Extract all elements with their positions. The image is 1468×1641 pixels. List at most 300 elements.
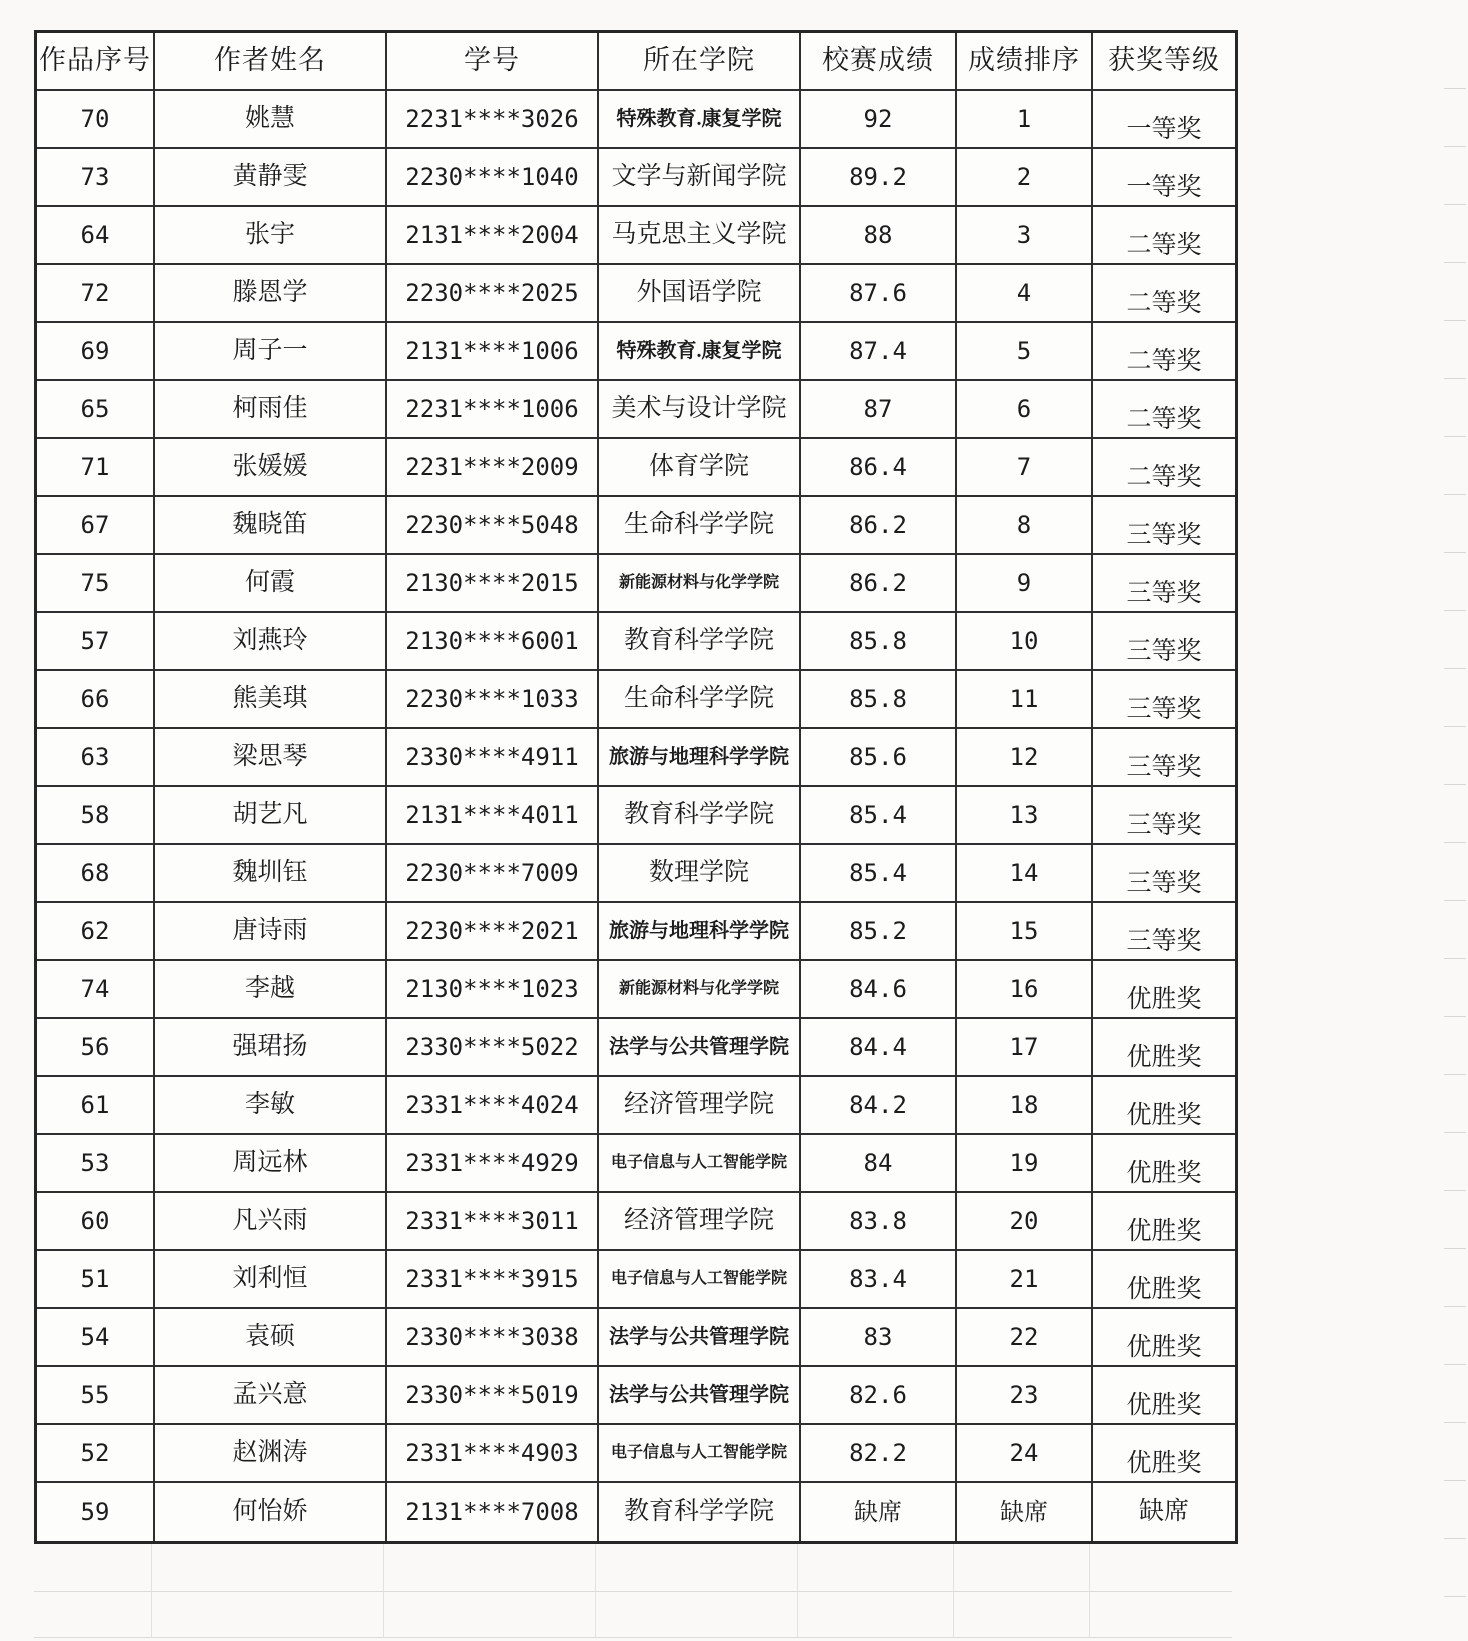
- rank-value: 21: [1009, 1264, 1039, 1293]
- score-value: 85.4: [849, 858, 907, 887]
- student-id-value: 2231****1006: [405, 394, 579, 423]
- author-name-cell[interactable]: [155, 555, 387, 613]
- college-cell[interactable]: [599, 207, 801, 265]
- author-name-value: 周远林: [232, 1149, 308, 1177]
- empty-grid-cell[interactable]: [34, 1544, 152, 1592]
- score-cell[interactable]: [801, 1367, 957, 1425]
- author-name-cell[interactable]: [155, 1425, 387, 1483]
- award-cell[interactable]: [1093, 613, 1235, 671]
- author-name-cell[interactable]: [155, 497, 387, 555]
- table-row: [37, 1193, 1235, 1251]
- rank-value: 8: [1016, 510, 1032, 539]
- work-no-cell[interactable]: [37, 149, 155, 207]
- work-no-value: 66: [80, 684, 110, 713]
- student-id-cell[interactable]: [387, 787, 599, 845]
- score-cell[interactable]: [801, 91, 957, 149]
- student-id-value: 2231****2009: [405, 452, 579, 481]
- table-row: [37, 1019, 1235, 1077]
- student-id-cell[interactable]: [387, 1425, 599, 1483]
- work-no-cell[interactable]: [37, 91, 155, 149]
- gridline-stub: [1444, 842, 1466, 843]
- score-value: 86.2: [849, 510, 907, 539]
- student-id-cell[interactable]: [387, 1483, 599, 1541]
- work-no-cell[interactable]: [37, 1193, 155, 1251]
- student-id-cell[interactable]: [387, 903, 599, 961]
- college-value: 教育科学学院: [623, 627, 774, 655]
- student-id-cell[interactable]: [387, 555, 599, 613]
- student-id-cell[interactable]: [387, 439, 599, 497]
- college-value: 经济管理学院: [623, 1091, 774, 1119]
- rank-value: 5: [1016, 336, 1032, 365]
- rank-cell[interactable]: [957, 729, 1093, 787]
- college-cell[interactable]: [599, 1309, 801, 1367]
- empty-grid-cell[interactable]: [954, 1544, 1090, 1592]
- empty-grid-cell[interactable]: [152, 1592, 384, 1638]
- score-value: 85.2: [849, 916, 907, 945]
- award-cell[interactable]: [1093, 381, 1235, 439]
- author-name-value: 张媛媛: [232, 453, 308, 481]
- author-name-cell[interactable]: [155, 1019, 387, 1077]
- student-id-cell[interactable]: [387, 1367, 599, 1425]
- author-name-value: 张宇: [244, 221, 295, 249]
- author-name-cell[interactable]: [155, 207, 387, 265]
- college-value: 美术与设计学院: [611, 395, 787, 423]
- score-value: 82.6: [849, 1380, 907, 1409]
- empty-grid-cell[interactable]: [384, 1544, 596, 1592]
- college-cell[interactable]: [599, 1425, 801, 1483]
- author-name-cell[interactable]: [155, 323, 387, 381]
- work-no-cell[interactable]: [37, 1483, 155, 1541]
- award-cell[interactable]: [1093, 497, 1235, 555]
- rank-cell[interactable]: [957, 903, 1093, 961]
- author-name-value: 柯雨佳: [232, 395, 308, 423]
- college-cell[interactable]: [599, 149, 801, 207]
- work-no-value: 60: [80, 1206, 110, 1235]
- student-id-cell[interactable]: [387, 1135, 599, 1193]
- award-cell[interactable]: [1093, 729, 1235, 787]
- rank-cell[interactable]: [957, 1193, 1093, 1251]
- student-id-cell[interactable]: [387, 1193, 599, 1251]
- student-id-cell[interactable]: [387, 1019, 599, 1077]
- college-value: 旅游与地理科学学院: [609, 920, 789, 942]
- work-no-value: 67: [80, 510, 110, 539]
- award-value: 三等奖: [1126, 927, 1202, 955]
- rank-cell[interactable]: [957, 91, 1093, 149]
- header-cell-student-id[interactable]: [387, 33, 599, 91]
- work-no-cell[interactable]: [37, 323, 155, 381]
- rank-value: 3: [1016, 220, 1032, 249]
- score-cell[interactable]: [801, 1251, 957, 1309]
- college-cell[interactable]: [599, 1251, 801, 1309]
- rank-value: 18: [1009, 1090, 1039, 1119]
- table-row: [37, 555, 1235, 613]
- score-value: 87: [863, 394, 893, 423]
- work-no-value: 70: [80, 104, 110, 133]
- score-cell[interactable]: [801, 671, 957, 729]
- score-cell[interactable]: [801, 439, 957, 497]
- work-no-value: 51: [80, 1264, 110, 1293]
- award-cell[interactable]: [1093, 1135, 1235, 1193]
- award-value: 一等奖: [1126, 115, 1202, 143]
- score-cell[interactable]: [801, 903, 957, 961]
- award-cell[interactable]: [1093, 1425, 1235, 1483]
- work-no-cell[interactable]: [37, 1077, 155, 1135]
- rank-cell[interactable]: [957, 1135, 1093, 1193]
- work-no-cell[interactable]: [37, 903, 155, 961]
- score-cell[interactable]: [801, 1193, 957, 1251]
- gridline-stub: [1444, 1306, 1466, 1307]
- student-id-value: 2331****3011: [405, 1206, 579, 1235]
- college-cell[interactable]: [599, 91, 801, 149]
- rank-cell[interactable]: [957, 1483, 1093, 1541]
- award-cell[interactable]: [1093, 323, 1235, 381]
- student-id-value: 2131****7008: [405, 1497, 579, 1526]
- table-row: [37, 207, 1235, 265]
- college-value: 法学与公共管理学院: [609, 1384, 789, 1406]
- empty-grid-cell[interactable]: [1090, 1544, 1232, 1592]
- score-cell[interactable]: [801, 1135, 957, 1193]
- rank-value: 20: [1009, 1206, 1039, 1235]
- work-no-cell[interactable]: [37, 1367, 155, 1425]
- author-name-cell[interactable]: [155, 903, 387, 961]
- award-cell[interactable]: [1093, 787, 1235, 845]
- table-row: [37, 1367, 1235, 1425]
- gridline-stub: [1444, 1364, 1466, 1365]
- award-value: 优胜奖: [1126, 1101, 1202, 1129]
- author-name-cell[interactable]: [155, 91, 387, 149]
- student-id-cell[interactable]: [387, 729, 599, 787]
- gridline-stub: [1444, 900, 1466, 901]
- score-value: 89.2: [849, 162, 907, 191]
- award-cell[interactable]: [1093, 1483, 1235, 1541]
- author-name-cell[interactable]: [155, 671, 387, 729]
- rank-cell[interactable]: [957, 149, 1093, 207]
- student-id-value: 2230****7009: [405, 858, 579, 887]
- rank-value: 7: [1016, 452, 1032, 481]
- rank-cell[interactable]: [957, 1309, 1093, 1367]
- table-row: [37, 149, 1235, 207]
- work-no-value: 55: [80, 1380, 110, 1409]
- rank-cell[interactable]: [957, 439, 1093, 497]
- score-cell[interactable]: [801, 1309, 957, 1367]
- rank-cell[interactable]: [957, 1367, 1093, 1425]
- work-no-cell[interactable]: [37, 381, 155, 439]
- award-cell[interactable]: [1093, 1019, 1235, 1077]
- award-cell[interactable]: [1093, 845, 1235, 903]
- empty-grid-cell[interactable]: [954, 1592, 1090, 1638]
- work-no-value: 57: [80, 626, 110, 655]
- rank-cell[interactable]: [957, 323, 1093, 381]
- college-cell[interactable]: [599, 1077, 801, 1135]
- award-cell[interactable]: [1093, 91, 1235, 149]
- award-value: 二等奖: [1126, 231, 1202, 259]
- college-cell[interactable]: [599, 555, 801, 613]
- table-row: [37, 1425, 1235, 1483]
- empty-grid-cell[interactable]: [152, 1544, 384, 1592]
- work-no-cell[interactable]: [37, 787, 155, 845]
- award-value: 三等奖: [1126, 521, 1202, 549]
- work-no-cell[interactable]: [37, 845, 155, 903]
- author-name-cell[interactable]: [155, 265, 387, 323]
- award-cell[interactable]: [1093, 1193, 1235, 1251]
- score-cell[interactable]: [801, 381, 957, 439]
- score-value: 缺席: [854, 1497, 902, 1526]
- rank-cell[interactable]: [957, 265, 1093, 323]
- score-cell[interactable]: [801, 1019, 957, 1077]
- table-row: [37, 381, 1235, 439]
- award-cell[interactable]: [1093, 207, 1235, 265]
- score-value: 86.4: [849, 452, 907, 481]
- work-no-cell[interactable]: [37, 207, 155, 265]
- author-name-cell[interactable]: [155, 1251, 387, 1309]
- student-id-value: 2331****3915: [405, 1264, 579, 1293]
- college-cell[interactable]: [599, 671, 801, 729]
- header-cell-work-no[interactable]: [37, 33, 155, 91]
- author-name-cell[interactable]: [155, 729, 387, 787]
- student-id-cell[interactable]: [387, 845, 599, 903]
- rank-cell[interactable]: [957, 671, 1093, 729]
- author-name-cell[interactable]: [155, 1367, 387, 1425]
- score-cell[interactable]: [801, 613, 957, 671]
- college-cell[interactable]: [599, 613, 801, 671]
- work-no-value: 53: [80, 1148, 110, 1177]
- author-name-value: 熊美琪: [232, 685, 308, 713]
- rank-value: 6: [1016, 394, 1032, 423]
- empty-grid-row: [34, 1544, 1232, 1592]
- empty-grid-cell[interactable]: [596, 1592, 798, 1638]
- work-no-value: 61: [80, 1090, 110, 1119]
- author-name-cell[interactable]: [155, 149, 387, 207]
- student-id-value: 2131****2004: [405, 220, 579, 249]
- score-cell[interactable]: [801, 497, 957, 555]
- rank-cell[interactable]: [957, 961, 1093, 1019]
- work-no-value: 69: [80, 336, 110, 365]
- student-id-value: 2130****2015: [405, 568, 579, 597]
- score-cell[interactable]: [801, 555, 957, 613]
- gridline-stub: [1444, 88, 1466, 89]
- header-cell-author-name[interactable]: [155, 33, 387, 91]
- student-id-cell[interactable]: [387, 1251, 599, 1309]
- student-id-cell[interactable]: [387, 323, 599, 381]
- award-cell[interactable]: [1093, 149, 1235, 207]
- score-cell[interactable]: [801, 323, 957, 381]
- rank-cell[interactable]: [957, 1077, 1093, 1135]
- student-id-cell[interactable]: [387, 265, 599, 323]
- award-value: 三等奖: [1126, 869, 1202, 897]
- author-name-cell[interactable]: [155, 613, 387, 671]
- award-cell[interactable]: [1093, 671, 1235, 729]
- college-cell[interactable]: [599, 961, 801, 1019]
- score-value: 88: [863, 220, 893, 249]
- award-value: 三等奖: [1126, 579, 1202, 607]
- award-value: 优胜奖: [1126, 1217, 1202, 1245]
- college-cell[interactable]: [599, 787, 801, 845]
- empty-grid-cell[interactable]: [798, 1544, 954, 1592]
- empty-grid-cell[interactable]: [596, 1544, 798, 1592]
- score-cell[interactable]: [801, 961, 957, 1019]
- author-name-value: 刘利恒: [232, 1265, 308, 1293]
- empty-grid-cell[interactable]: [798, 1592, 954, 1638]
- work-no-cell[interactable]: [37, 1019, 155, 1077]
- work-no-cell[interactable]: [37, 1425, 155, 1483]
- score-value: 83.8: [849, 1206, 907, 1235]
- award-value: 三等奖: [1126, 637, 1202, 665]
- author-name-cell[interactable]: [155, 845, 387, 903]
- table-row: [37, 671, 1235, 729]
- college-value: 新能源材料与化学学院: [618, 574, 779, 592]
- work-no-cell[interactable]: [37, 555, 155, 613]
- table-row: [37, 729, 1235, 787]
- score-cell[interactable]: [801, 845, 957, 903]
- rank-cell[interactable]: [957, 613, 1093, 671]
- score-cell[interactable]: [801, 1077, 957, 1135]
- college-cell[interactable]: [599, 497, 801, 555]
- work-no-cell[interactable]: [37, 961, 155, 1019]
- gridline-stub: [1444, 436, 1466, 437]
- author-name-value: 魏圳钰: [232, 859, 308, 887]
- score-cell[interactable]: [801, 1483, 957, 1541]
- author-name-cell[interactable]: [155, 381, 387, 439]
- work-no-cell[interactable]: [37, 671, 155, 729]
- author-name-cell[interactable]: [155, 1309, 387, 1367]
- student-id-cell[interactable]: [387, 671, 599, 729]
- score-value: 85.6: [849, 742, 907, 771]
- author-name-value: 姚慧: [244, 105, 295, 133]
- gridline-stub: [1444, 610, 1466, 611]
- college-cell[interactable]: [599, 1135, 801, 1193]
- work-no-cell[interactable]: [37, 613, 155, 671]
- rank-cell[interactable]: [957, 787, 1093, 845]
- student-id-cell[interactable]: [387, 149, 599, 207]
- header-cell-college[interactable]: [599, 33, 801, 91]
- college-cell[interactable]: [599, 729, 801, 787]
- student-id-cell[interactable]: [387, 1077, 599, 1135]
- rank-cell[interactable]: [957, 1019, 1093, 1077]
- student-id-value: 2130****1023: [405, 974, 579, 1003]
- work-no-cell[interactable]: [37, 1309, 155, 1367]
- author-name-cell[interactable]: [155, 1483, 387, 1541]
- student-id-cell[interactable]: [387, 381, 599, 439]
- author-name-cell[interactable]: [155, 439, 387, 497]
- award-cell[interactable]: [1093, 903, 1235, 961]
- gridline-stub: [1444, 1190, 1466, 1191]
- work-no-cell[interactable]: [37, 497, 155, 555]
- author-name-value: 梁思琴: [232, 743, 308, 771]
- rank-value: 11: [1009, 684, 1039, 713]
- award-cell[interactable]: [1093, 1309, 1235, 1367]
- student-id-value: 2330****3038: [405, 1322, 579, 1351]
- work-no-value: 75: [80, 568, 110, 597]
- rank-cell[interactable]: [957, 1251, 1093, 1309]
- rank-cell[interactable]: [957, 497, 1093, 555]
- work-no-cell[interactable]: [37, 439, 155, 497]
- college-cell[interactable]: [599, 903, 801, 961]
- award-value: 三等奖: [1126, 753, 1202, 781]
- empty-grid-cell[interactable]: [34, 1592, 152, 1638]
- rank-cell[interactable]: [957, 845, 1093, 903]
- college-cell[interactable]: [599, 323, 801, 381]
- college-cell[interactable]: [599, 381, 801, 439]
- score-value: 86.2: [849, 568, 907, 597]
- header-cell-score[interactable]: [801, 33, 957, 91]
- work-no-cell[interactable]: [37, 729, 155, 787]
- student-id-cell[interactable]: [387, 207, 599, 265]
- rank-value: 15: [1009, 916, 1039, 945]
- work-no-cell[interactable]: [37, 1251, 155, 1309]
- rank-value: 16: [1009, 974, 1039, 1003]
- author-name-cell[interactable]: [155, 787, 387, 845]
- author-name-value: 胡艺凡: [232, 801, 308, 829]
- score-cell[interactable]: [801, 149, 957, 207]
- score-cell[interactable]: [801, 1425, 957, 1483]
- rank-cell[interactable]: [957, 1425, 1093, 1483]
- header-label: 作者姓名: [214, 45, 326, 76]
- award-value: 优胜奖: [1126, 985, 1202, 1013]
- college-cell[interactable]: [599, 265, 801, 323]
- student-id-cell[interactable]: [387, 1309, 599, 1367]
- student-id-value: 2131****4011: [405, 800, 579, 829]
- work-no-value: 59: [80, 1497, 110, 1526]
- author-name-cell[interactable]: [155, 1077, 387, 1135]
- award-cell[interactable]: [1093, 1251, 1235, 1309]
- college-cell[interactable]: [599, 1483, 801, 1541]
- rank-cell[interactable]: [957, 207, 1093, 265]
- score-cell[interactable]: [801, 729, 957, 787]
- student-id-cell[interactable]: [387, 613, 599, 671]
- author-name-cell[interactable]: [155, 1135, 387, 1193]
- student-id-cell[interactable]: [387, 961, 599, 1019]
- author-name-cell[interactable]: [155, 961, 387, 1019]
- rank-cell[interactable]: [957, 381, 1093, 439]
- header-cell-award[interactable]: [1093, 33, 1235, 91]
- score-value: 87.6: [849, 278, 907, 307]
- student-id-cell[interactable]: [387, 91, 599, 149]
- work-no-cell[interactable]: [37, 265, 155, 323]
- award-cell[interactable]: [1093, 961, 1235, 1019]
- award-cell[interactable]: [1093, 439, 1235, 497]
- header-row: [37, 33, 1235, 91]
- score-cell[interactable]: [801, 207, 957, 265]
- rank-cell[interactable]: [957, 555, 1093, 613]
- author-name-cell[interactable]: [155, 1193, 387, 1251]
- college-cell[interactable]: [599, 845, 801, 903]
- award-value: 优胜奖: [1126, 1333, 1202, 1361]
- gridline-stub: [1444, 320, 1466, 321]
- award-cell[interactable]: [1093, 1367, 1235, 1425]
- table-row: [37, 1483, 1235, 1541]
- score-cell[interactable]: [801, 787, 957, 845]
- table-row: [37, 787, 1235, 845]
- work-no-cell[interactable]: [37, 1135, 155, 1193]
- award-cell[interactable]: [1093, 555, 1235, 613]
- college-cell[interactable]: [599, 1193, 801, 1251]
- college-cell[interactable]: [599, 1367, 801, 1425]
- author-name-value: 强珺扬: [232, 1033, 308, 1061]
- header-cell-rank[interactable]: [957, 33, 1093, 91]
- score-cell[interactable]: [801, 265, 957, 323]
- award-cell[interactable]: [1093, 265, 1235, 323]
- student-id-value: 2230****2025: [405, 278, 579, 307]
- college-cell[interactable]: [599, 1019, 801, 1077]
- award-cell[interactable]: [1093, 1077, 1235, 1135]
- empty-grid-cell[interactable]: [384, 1592, 596, 1638]
- author-name-value: 何霞: [244, 569, 295, 597]
- college-cell[interactable]: [599, 439, 801, 497]
- author-name-value: 周子一: [232, 337, 308, 365]
- student-id-cell[interactable]: [387, 497, 599, 555]
- gridline-stub: [1444, 1480, 1466, 1481]
- empty-grid-cell[interactable]: [1090, 1592, 1232, 1638]
